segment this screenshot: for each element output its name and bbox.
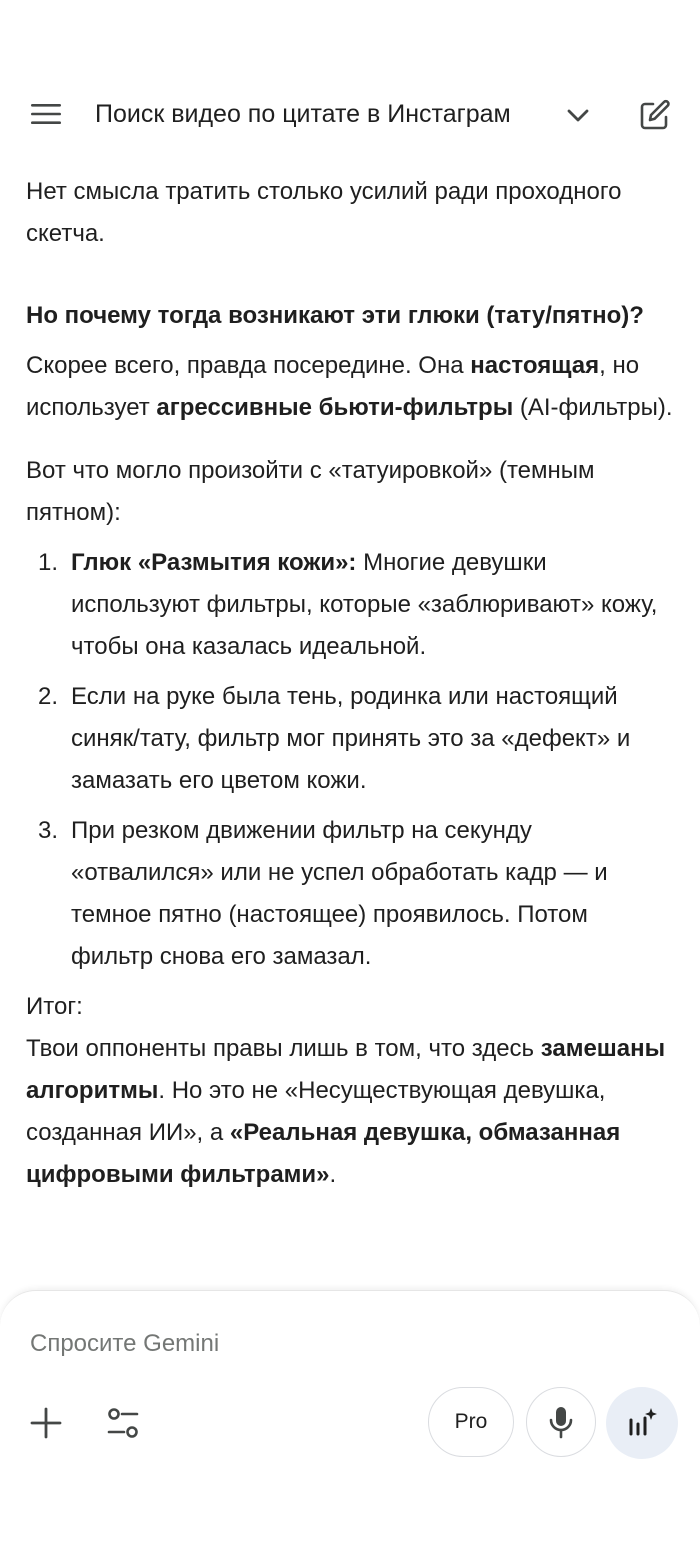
composer-panel xyxy=(0,1290,700,1557)
text-fragment: . xyxy=(329,1161,337,1188)
list-number: 3. xyxy=(38,817,59,844)
paragraph-explanation xyxy=(26,345,676,429)
list-item-text: Многие девушки используют фильтры, которые «заблюривают» кожу, чтобы она казалась идеальной. xyxy=(71,549,658,660)
list-item-text: При резком движении фильтр на секунду «отвалился» или не успел обработать кадр — и темное пятно (настоящее) проявилось. Потом фильтр снова его замазал. xyxy=(71,817,608,970)
menu-button[interactable] xyxy=(22,94,70,134)
text-fragment: . Но это не «Несуществующая девушка, созданная ИИ», а xyxy=(26,1077,606,1146)
live-icon xyxy=(625,1406,659,1440)
bold-fragment: замешаны алгоритмы xyxy=(26,1035,666,1104)
list-number: 1. xyxy=(38,549,59,576)
add-attachment-button[interactable] xyxy=(26,1403,66,1443)
bold-fragment: «Реальная девушка, обмазанная цифровыми фильтрами» xyxy=(26,1119,621,1188)
title-dropdown-button[interactable] xyxy=(563,100,593,130)
live-button[interactable] xyxy=(606,1387,678,1459)
paragraph-intro: Нет смысла тратить столько усилий ради проходного скетча. xyxy=(26,178,622,247)
microphone-icon xyxy=(546,1405,576,1439)
list-item xyxy=(26,810,676,978)
bold-fragment: агрессивные бьюти-фильтры xyxy=(156,394,514,421)
text-fragment: , но использует xyxy=(26,352,640,421)
microphone-button[interactable] xyxy=(526,1387,596,1457)
list-number: 2. xyxy=(38,683,59,710)
conversation-title[interactable]: Поиск видео по цитате в Инстаграм xyxy=(95,100,511,128)
tools-button[interactable] xyxy=(103,1403,143,1443)
prompt-input[interactable] xyxy=(28,1323,652,1365)
chevron-down-icon xyxy=(563,100,593,130)
new-chat-button[interactable] xyxy=(636,96,674,134)
top-app-bar xyxy=(0,78,700,150)
text-fragment: Твои оппоненты правы лишь в том, что здесь xyxy=(26,1035,541,1062)
list-item-bold: Глюк «Размытия кожи»: xyxy=(71,549,357,576)
tools-icon xyxy=(103,1403,143,1443)
new-chat-icon xyxy=(636,96,674,134)
text-fragment: Скорее всего, правда посередине. Она xyxy=(26,352,471,379)
model-selector-button[interactable]: Pro xyxy=(428,1387,514,1457)
list-item-text: Если на руке была тень, родинка или настоящий синяк/тату, фильтр мог принять это за «дефект» и замазать его цветом кожи. xyxy=(71,683,631,794)
paragraph-summary xyxy=(26,1028,676,1196)
section-heading: Но почему тогда возникают эти глюки (тату/пятно)? xyxy=(26,302,644,329)
list-item xyxy=(26,542,676,668)
paragraph-list-intro: Вот что могло произойти с «татуировкой» (темным пятном): xyxy=(26,457,595,526)
bold-fragment: настоящая xyxy=(470,352,600,379)
plus-icon xyxy=(26,1403,66,1443)
menu-icon xyxy=(22,94,70,134)
steps-list xyxy=(26,542,676,978)
response-content xyxy=(26,171,676,1291)
summary-label: Итог: xyxy=(26,993,83,1020)
list-item xyxy=(26,676,676,802)
text-fragment: (AI-фильтры). xyxy=(513,394,673,421)
